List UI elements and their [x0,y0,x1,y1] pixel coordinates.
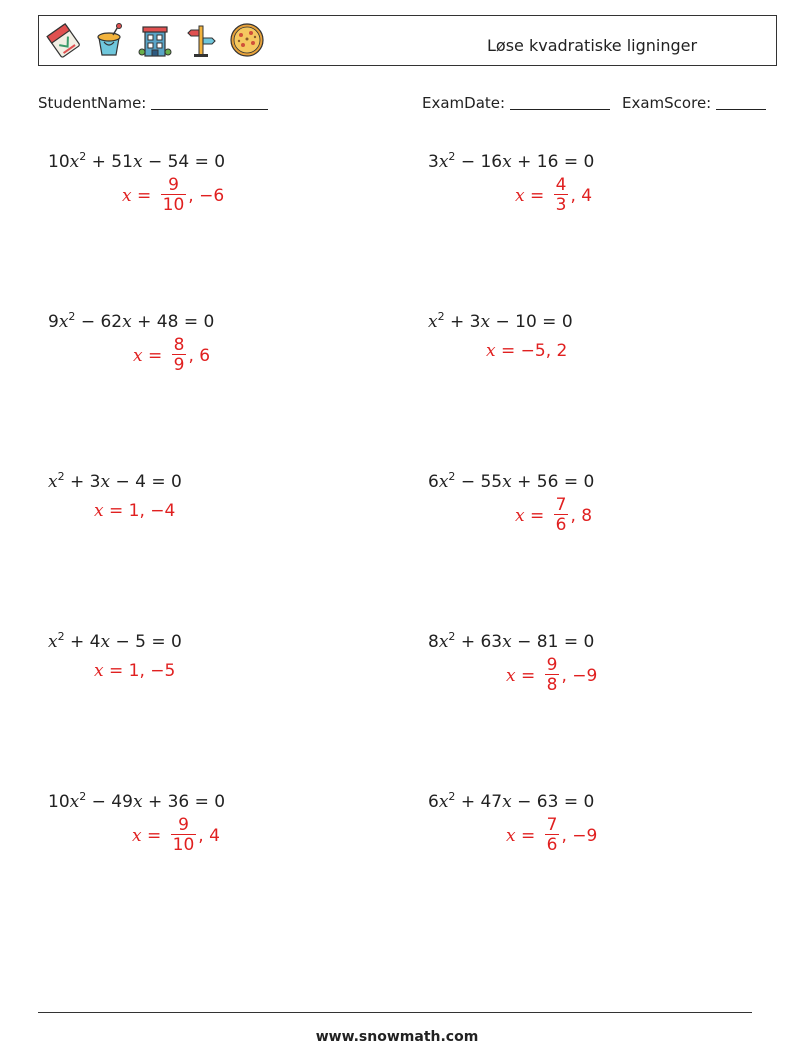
equation: $x^2 + 3x - 10 = 0$ [428,310,573,332]
answer: x = $\frac{7}{6}$ , −9 [506,815,598,855]
answer-second-root: , −9 [561,825,598,846]
pizza-icon [229,22,265,58]
student-name-field[interactable] [38,94,268,112]
answer-fraction [171,817,197,854]
coefficient-a: 6 [428,472,439,492]
answer: x = −5, 2 [486,341,568,361]
coefficient-b: 62 [100,312,123,332]
answer: x = 1, −4 [94,501,176,521]
equation: $x^2 + 3x - 4 = 0$ [48,470,182,492]
constant-c: 54 [167,152,190,172]
operator-1: − [460,152,476,172]
footer-divider [38,1012,752,1013]
answer-roots: 1, −5 [128,661,176,681]
operator-1: + [70,472,85,492]
operator-2: − [115,632,130,652]
answer-fraction [554,177,569,214]
constant-c: 56 [536,472,559,492]
operator-1: + [460,792,476,812]
exam-date-label: ExamDate: [422,94,506,112]
answer-roots: 1, −4 [128,501,176,521]
operator-2: − [517,632,532,652]
coefficient-a: 8 [428,632,439,652]
fraction-numerator: 8 [173,335,185,355]
coefficient-b: 47 [480,792,503,812]
equation: $6x^2 - 55x + 56 = 0$ [428,470,595,492]
fraction-denominator: 6 [546,835,558,855]
fraction-denominator: 3 [555,195,567,215]
fraction-numerator: 4 [555,175,567,195]
equation: $3x^2 - 16x + 16 = 0$ [428,150,595,172]
equation: $8x^2 + 63x - 81 = 0$ [428,630,595,652]
signpost-icon [183,22,219,58]
answer-second-root: , 8 [570,505,593,526]
answer: x = 1, −5 [94,661,176,681]
equation: $10x^2 + 51x - 54 = 0$ [48,150,226,172]
fraction-denominator: 9 [173,355,185,375]
equation: $9x^2 - 62x + 48 = 0$ [48,310,215,332]
coefficient-b: 63 [480,632,503,652]
ticket-icon [45,22,81,58]
operator-1: − [460,472,476,492]
constant-c: 63 [536,792,559,812]
answer: x = $\frac{9}{8}$ , −9 [506,655,598,695]
fraction-numerator: 9 [178,815,189,835]
operator-2: − [147,152,163,172]
fraction-denominator: 8 [546,675,558,695]
operator-2: + [517,152,532,172]
answer-second-root: , −9 [561,665,598,686]
building-icon [137,22,173,58]
exam-score-field[interactable] [622,94,766,112]
sand-bucket-icon [91,22,127,58]
constant-c: 4 [135,472,146,492]
coefficient-a: 9 [48,312,59,332]
answer-second-root: , 4 [198,825,220,846]
coefficient-a: 10 [48,152,70,172]
fraction-denominator: 10 [162,195,185,215]
operator-2: + [147,792,163,812]
exam-score-blank[interactable] [716,95,766,110]
coefficient-b: 4 [89,632,101,652]
exam-score-label: ExamScore: [622,94,712,112]
answer-fraction [545,657,560,694]
coefficient-a: 10 [48,792,70,812]
answer-fraction [172,337,187,374]
equation: $6x^2 + 47x - 63 = 0$ [428,790,595,812]
answer: x = $\frac{9}{10}$ , −6 [122,175,225,215]
answer: x = $\frac{8}{9}$ , 6 [133,335,211,375]
answer-fraction [545,817,560,854]
operator-1: − [80,312,96,332]
operator-1: + [91,152,106,172]
coefficient-a: 3 [428,152,439,172]
operator-1: + [450,312,465,332]
fraction-numerator: 7 [546,815,558,835]
equation: $x^2 + 4x - 5 = 0$ [48,630,182,652]
constant-c: 81 [536,632,559,652]
constant-c: 5 [135,632,146,652]
student-name-blank[interactable] [151,95,268,110]
coefficient-b: 3 [89,472,101,492]
answer-second-root: , −6 [188,185,225,206]
worksheet-title: Løse kvadratiske ligninger [487,36,698,55]
worksheet-header [38,15,777,66]
answer: x = $\frac{4}{3}$ , 4 [515,175,593,215]
fraction-numerator: 9 [546,655,558,675]
constant-c: 36 [167,792,190,812]
operator-2: + [517,472,532,492]
operator-2: − [495,312,510,332]
fraction-numerator: 9 [168,175,179,195]
answer-fraction [554,497,569,534]
operator-2: − [517,792,532,812]
operator-2: + [137,312,152,332]
equation: $10x^2 - 49x + 36 = 0$ [48,790,226,812]
fraction-denominator: 6 [555,515,567,535]
constant-c: 10 [515,312,537,332]
operator-1: + [70,632,85,652]
answer: x = $\frac{9}{10}$ , 4 [132,815,220,855]
student-name-label: StudentName: [38,94,147,112]
exam-date-field[interactable] [422,94,610,112]
constant-c: 48 [156,312,179,332]
answer-fraction [161,177,187,214]
coefficient-b: 49 [111,792,133,812]
answer-second-root: , 6 [188,345,211,366]
footer-site: www.snowmath.com [315,1029,479,1045]
coefficient-b: 3 [469,312,481,332]
header-icons [45,22,265,58]
coefficient-b: 51 [111,152,133,172]
coefficient-a: 6 [428,792,439,812]
exam-date-blank[interactable] [510,95,610,110]
operator-1: − [91,792,106,812]
operator-2: − [115,472,130,492]
operator-1: + [460,632,476,652]
fraction-numerator: 7 [555,495,567,515]
constant-c: 16 [536,152,559,172]
answer-roots: −5, 2 [520,341,568,361]
coefficient-b: 16 [480,152,503,172]
fraction-denominator: 10 [172,835,195,855]
answer-second-root: , 4 [570,185,593,206]
answer: x = $\frac{7}{6}$ , 8 [515,495,593,535]
coefficient-b: 55 [480,472,503,492]
